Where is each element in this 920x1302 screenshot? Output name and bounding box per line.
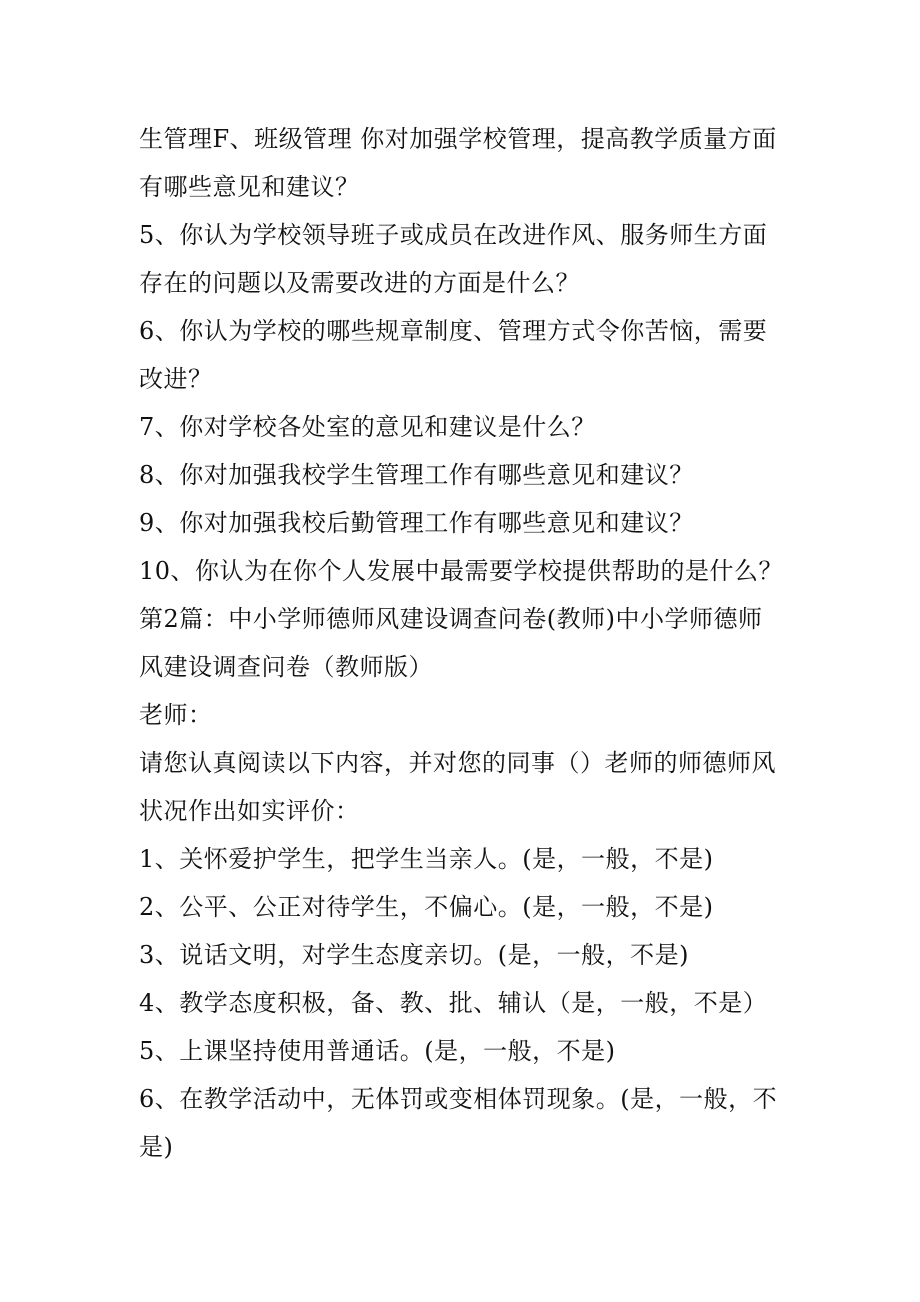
survey-item: 5、上课坚持使用普通话。(是，一般，不是) bbox=[139, 1037, 616, 1065]
text-line: 7、你对学校各处室的意见和建议是什么？ bbox=[139, 413, 596, 441]
text-line: 5、你认为学校领导班子或成员在改进作风、服务师生方面 bbox=[139, 221, 768, 249]
survey-item: 3、说话文明，对学生态度亲切。(是，一般，不是) bbox=[139, 941, 689, 969]
text-line: 请您认真阅读以下内容，并对您的同事（）老师的师德师风 bbox=[139, 749, 776, 777]
survey-item: 4、教学态度积极，备、教、批、辅认（是，一般，不是） bbox=[139, 989, 768, 1017]
text-line: 10、你认为在你个人发展中最需要学校提供帮助的是什么？ bbox=[139, 557, 784, 585]
text-line: 有哪些意见和建议？ bbox=[139, 173, 360, 201]
text-line: 9、你对加强我校后勤管理工作有哪些意见和建议？ bbox=[139, 509, 694, 537]
salutation: 老师： bbox=[139, 701, 213, 729]
survey-item: 是) bbox=[139, 1133, 174, 1161]
section-heading: 风建设调查问卷（教师版） bbox=[139, 653, 433, 681]
text-line: 生管理F、班级管理 你对加强学校管理，提高教学质量方面 bbox=[139, 125, 777, 153]
text-line: 存在的问题以及需要改进的方面是什么？ bbox=[139, 269, 580, 297]
section-heading: 第2篇：中小学师德师风建设调查问卷(教师)中小学师德师 bbox=[139, 605, 763, 633]
text-line: 状况作出如实评价： bbox=[139, 797, 360, 825]
survey-item: 1、关怀爱护学生，把学生当亲人。(是，一般，不是) bbox=[139, 845, 714, 873]
text-line: 改进？ bbox=[139, 365, 213, 393]
text-line: 8、你对加强我校学生管理工作有哪些意见和建议？ bbox=[139, 461, 694, 489]
document-body bbox=[139, 115, 789, 1171]
survey-item: 2、公平、公正对待学生，不偏心。(是，一般，不是) bbox=[139, 893, 714, 921]
text-line: 6、你认为学校的哪些规章制度、管理方式令你苦恼，需要 bbox=[139, 317, 768, 345]
survey-item: 6、在教学活动中，无体罚或变相体罚现象。(是，一般，不 bbox=[139, 1085, 778, 1113]
